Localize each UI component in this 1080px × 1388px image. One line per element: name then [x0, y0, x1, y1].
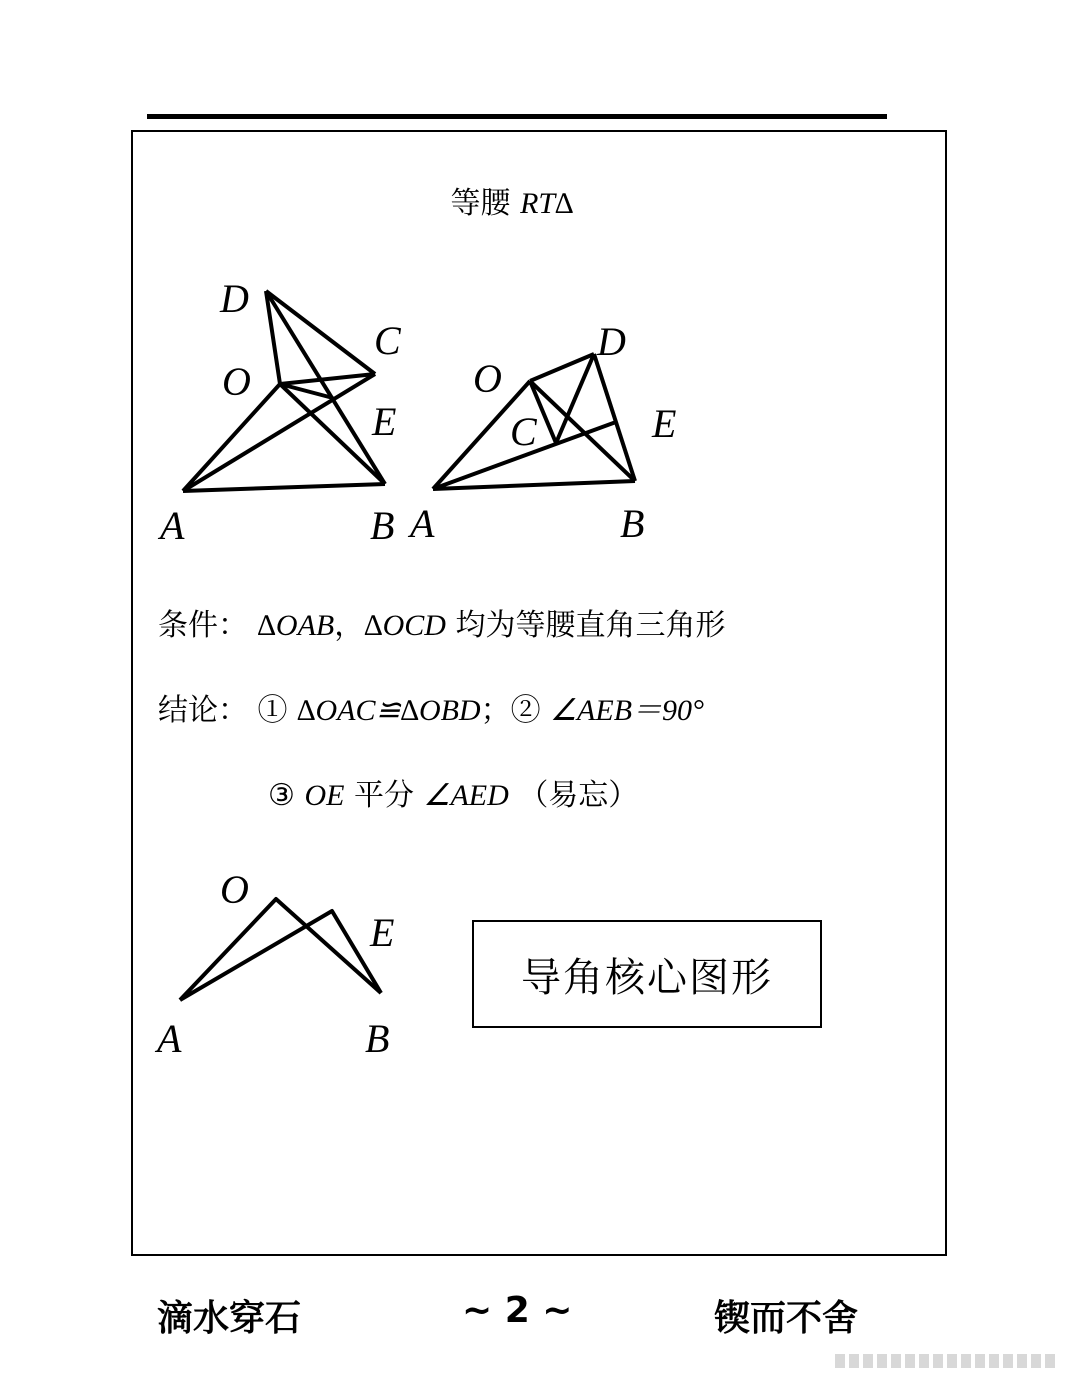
fig3-segment-A-O-B	[180, 899, 381, 1000]
fig1-label-E: E	[372, 399, 397, 444]
fig1-label-O: O	[222, 359, 251, 404]
conclusion-number-2: ②	[510, 693, 541, 728]
conclusion-label: 结论：	[158, 693, 248, 728]
title-math: RT∆	[520, 187, 574, 220]
conclusion-angle-aed: ∠AED	[423, 779, 509, 812]
fig1-label-B: B	[370, 503, 395, 548]
conclusion-bisects: 平分	[354, 778, 414, 813]
conclusion-line-2	[268, 770, 638, 814]
footer-left: 滴水穿石	[157, 1298, 302, 1339]
footer-page-number: ~ 2 ~	[462, 1290, 573, 1331]
condition-line	[158, 600, 725, 644]
fig3-label-A: A	[157, 1016, 182, 1061]
core-figure-box: 导角核心图形	[472, 920, 822, 1028]
fig1-segment-A-B	[183, 484, 385, 491]
conclusion-line-1	[158, 685, 704, 729]
figure-1	[183, 291, 385, 491]
fig1-segment-A-C	[183, 374, 375, 491]
fig3-label-O: O	[220, 867, 249, 912]
condition-separator: ，	[334, 608, 365, 643]
fig1-label-D: D	[220, 276, 249, 321]
fig1-segment-D-C	[266, 291, 375, 374]
conclusion-number-1: ①	[257, 693, 288, 728]
figure-3	[180, 899, 381, 1000]
fig2-label-E: E	[652, 401, 677, 446]
fig2-label-A: A	[410, 501, 435, 546]
fig2-label-D: D	[597, 319, 626, 364]
fig3-segment-A-E-B	[180, 911, 381, 1000]
condition-triangle-oab: ∆OAB	[257, 609, 335, 642]
conclusion-separator: ；	[480, 693, 511, 728]
condition-label: 条件：	[158, 608, 248, 643]
fig3-label-E: E	[370, 910, 395, 955]
footer-right: 锲而不舍	[714, 1298, 859, 1339]
condition-text: 均为等腰直角三角形	[455, 608, 726, 643]
conclusion-oe: OE	[304, 779, 345, 812]
fig2-label-B: B	[620, 501, 645, 546]
title-text: 等腰	[450, 186, 511, 221]
fig1-label-C: C	[374, 318, 401, 363]
conclusion-number-3: ③	[268, 778, 295, 813]
conclusion-angle-90: ∠AEB＝90°	[550, 694, 705, 727]
fig1-label-A: A	[160, 503, 185, 548]
fig3-label-B: B	[365, 1016, 390, 1061]
condition-triangle-ocd: ∆OCD	[364, 609, 446, 642]
conclusion-congruence: ∆OAC≌∆OBD	[297, 694, 481, 727]
watermark-bars	[835, 1352, 1060, 1370]
fig2-label-O: O	[473, 356, 502, 401]
conclusion-note: （易忘）	[518, 778, 639, 813]
fig2-segment-A-B	[433, 481, 635, 489]
fig2-label-C: C	[510, 409, 537, 454]
